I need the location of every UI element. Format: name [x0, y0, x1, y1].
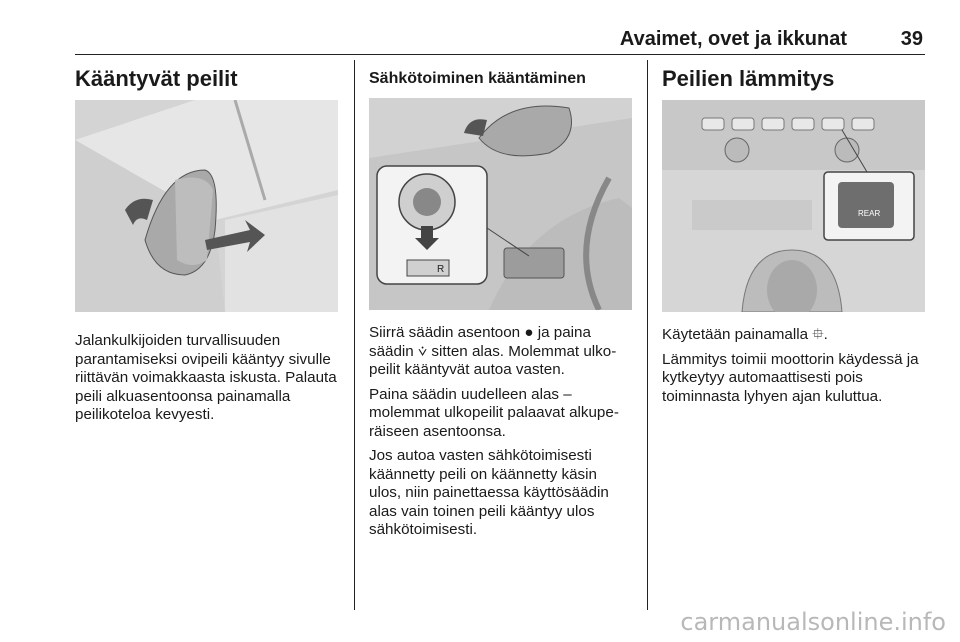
column-electric-folding [369, 60, 632, 546]
mirror-heating-illustration [662, 100, 925, 312]
section-heading: Kääntyvät peilit [75, 66, 238, 91]
page-number: 39 [900, 28, 923, 50]
console-drawing [662, 100, 925, 312]
section-heading: Sähkötoiminen kääntäminen [369, 70, 586, 87]
column-divider-2 [647, 60, 648, 610]
mirror-heating-text-1: Käytetään painamalla ⯐. [662, 326, 828, 343]
switch-r-label: R [437, 264, 445, 275]
chapter-title: Avaimet, ovet ja ikkunat [619, 28, 847, 50]
folding-mirror-illustration [75, 100, 338, 312]
rear-button-label: REAR [858, 209, 881, 218]
folding-mirrors-text: Jalankulkijoiden turvallisuuden parantamiseksi ovipeili kääntyy sivulle riittävän voimakkaasta iskusta. Palauta peili alkuasentoonsa painamalla peilikoteloa kevyesti. [75, 332, 337, 423]
page-header [75, 28, 925, 55]
watermark: carmanualsonline.info [680, 608, 946, 636]
electric-folding-text-3: Jos autoa vasten sähkötoimisesti käännetty peili on käännetty käsin ulos, niin painettaessa käyttösäädin alas vain toinen peili kääntyy ulos sähkötoimisesti. [369, 447, 609, 538]
section-heading: Peilien lämmitys [662, 66, 835, 91]
electric-folding-text-2: Paina säädin uudelleen alas – molemmat ulkopeilit palaavat alkuperäiseen asentoonsa. [369, 385, 619, 440]
car-mirror-drawing [75, 100, 338, 312]
mirror-heating-text-2: Lämmitys toimii moottorin käydessä ja kytkeytyy automaattisesti pois toiminnasta lyhyen ajan kuluttua. [662, 350, 919, 405]
column-mirror-heating [662, 60, 925, 412]
column-divider-1 [354, 60, 355, 610]
electric-folding-text-1: Siirrä säädin asentoon ● ja paina säädin ⩒ sitten alas. Molemmat ulkopeilit kääntyvät autoa vasten. [369, 324, 617, 378]
column-folding-mirrors [75, 60, 340, 431]
door-switch-drawing [369, 98, 632, 310]
electric-folding-illustration [369, 98, 632, 310]
